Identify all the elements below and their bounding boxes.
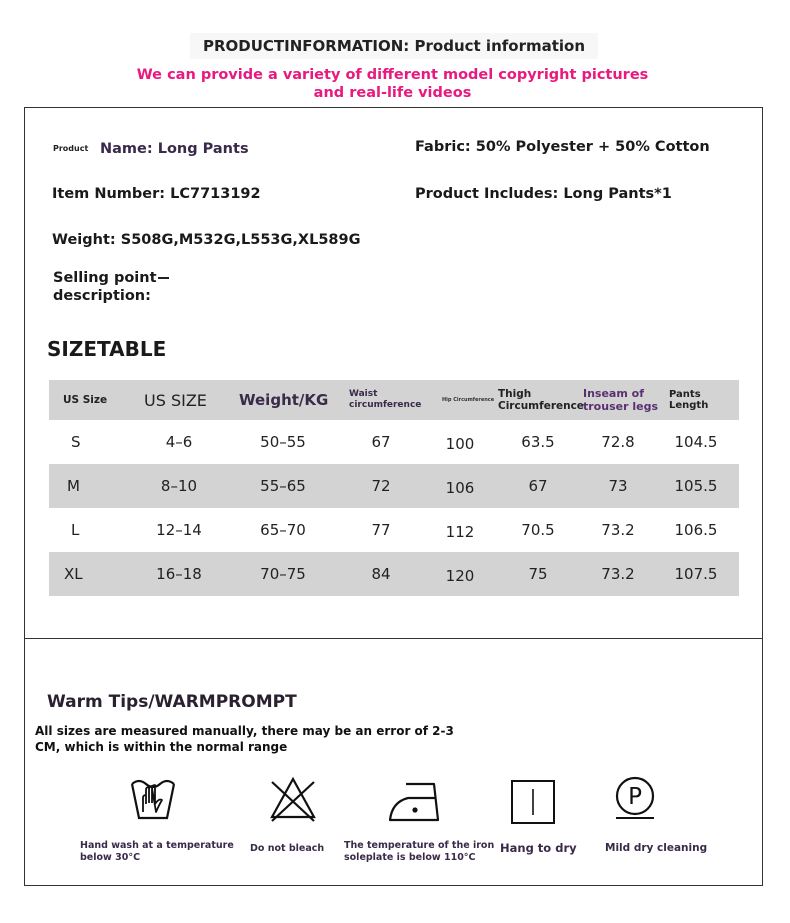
table-cell: 73.2 (601, 521, 635, 539)
table-row (49, 464, 739, 508)
size-table-header-row (49, 380, 739, 420)
table-cell: 70–75 (260, 565, 306, 583)
header-waist-line-2: circumference (349, 400, 422, 410)
table-cell: 16–18 (156, 565, 202, 583)
dry-clean-label: Mild dry cleaning (605, 842, 708, 854)
do-not-bleach-icon (266, 774, 320, 824)
table-cell: 67 (528, 477, 548, 495)
iron-icon (386, 778, 444, 824)
dry-clean-icon (612, 775, 658, 821)
selling-point (53, 269, 157, 305)
table-cell: XL (64, 565, 83, 583)
subtitle-line-2: and real-life videos (313, 85, 472, 101)
table-cell: 4–6 (165, 433, 193, 451)
table-cell: 105.5 (674, 477, 718, 495)
table-cell: 55–65 (260, 477, 306, 495)
table-cell: 77 (371, 521, 391, 539)
table-cell: 73.2 (601, 565, 635, 583)
size-table (49, 380, 739, 596)
section-divider (24, 638, 763, 639)
table-cell: 12–14 (156, 521, 202, 539)
hand-wash-label (80, 840, 234, 864)
product-weight: Weight: S508G,M532G,L553G,XL589G (52, 232, 361, 248)
table-cell: L (71, 521, 80, 539)
table-cell: 50–55 (260, 433, 306, 451)
iron-label (344, 840, 494, 864)
table-cell: 120 (445, 567, 475, 585)
size-table-title: SIZETABLE (47, 337, 167, 361)
warm-tips-text (35, 723, 455, 755)
warm-tips-line-2: CM, which is within the normal range (35, 740, 288, 754)
page-subtitle (120, 66, 665, 102)
product-item-number: Item Number: LC7713192 (52, 186, 261, 202)
product-fabric: Fabric: 50% Polyester + 50% Cotton (415, 139, 710, 155)
table-cell: 8–10 (160, 477, 198, 495)
warm-tips-title: Warm Tips/WARMPROMPT (47, 692, 297, 712)
warm-tips-line-1: All sizes are measured manually, there may be an error of 2-3 (35, 724, 454, 738)
table-row (49, 420, 739, 464)
hand-wash-label-line-1: Hand wash at a temperature (80, 840, 234, 851)
table-cell: 106 (445, 479, 475, 497)
header-waist-line-1: Waist (349, 389, 378, 399)
subtitle-line-1: We can provide a variety of different model copyright pictures (136, 67, 649, 83)
table-cell: S (71, 433, 81, 451)
table-cell: 67 (371, 433, 391, 451)
table-cell: 84 (371, 565, 391, 583)
header-inseam (583, 380, 658, 420)
header-thigh (498, 380, 584, 420)
header-length: Pants Length (669, 389, 709, 411)
table-cell: 72.8 (601, 433, 635, 451)
header-thigh-line-1: Thigh (498, 388, 532, 400)
product-includes: Product Includes: Long Pants*1 (415, 186, 672, 202)
product-name: Name: Long Pants (100, 141, 249, 157)
header-hip: Hip Circumference (442, 397, 495, 403)
table-cell: 106.5 (674, 521, 718, 539)
hang-dry-icon (510, 779, 556, 825)
table-cell: 72 (371, 477, 391, 495)
header-waist (349, 380, 421, 420)
iron-label-line-1: The temperature of the iron (344, 840, 495, 851)
hand-wash-label-line-2: below 30°C (80, 852, 141, 863)
table-cell: 70.5 (521, 521, 555, 539)
table-cell: 100 (445, 435, 475, 453)
header-inseam-line-1: Inseam of (583, 387, 644, 400)
table-row (49, 552, 739, 596)
table-cell: 112 (445, 523, 475, 541)
table-cell: 73 (608, 477, 628, 495)
table-cell: 104.5 (674, 433, 718, 451)
iron-label-line-2: soleplate is below 110°C (344, 852, 476, 863)
selling-point-dash (158, 277, 169, 279)
table-cell: 63.5 (521, 433, 555, 451)
do-not-bleach-label: Do not bleach (250, 843, 325, 854)
selling-point-line-2: description: (53, 288, 151, 304)
hand-wash-icon (128, 774, 178, 824)
header-us-size-caps: US SIZE (144, 390, 207, 410)
page-title: PRODUCTINFORMATION: Product information (190, 33, 598, 59)
table-cell: 65–70 (260, 521, 306, 539)
hang-dry-label: Hang to dry (500, 841, 577, 855)
table-row (49, 508, 739, 552)
header-thigh-line-2: Circumference (498, 400, 584, 412)
header-us-size: US Size (63, 394, 108, 406)
header-weight: Weight/KG (239, 391, 329, 409)
product-tag: Product (53, 144, 89, 153)
table-cell: 107.5 (674, 565, 718, 583)
header-inseam-line-2: trouser legs (583, 400, 658, 413)
selling-point-line-1: Selling point (53, 270, 157, 286)
table-cell: 75 (528, 565, 548, 583)
table-cell: M (67, 477, 80, 495)
svg-text:P: P (628, 784, 642, 810)
